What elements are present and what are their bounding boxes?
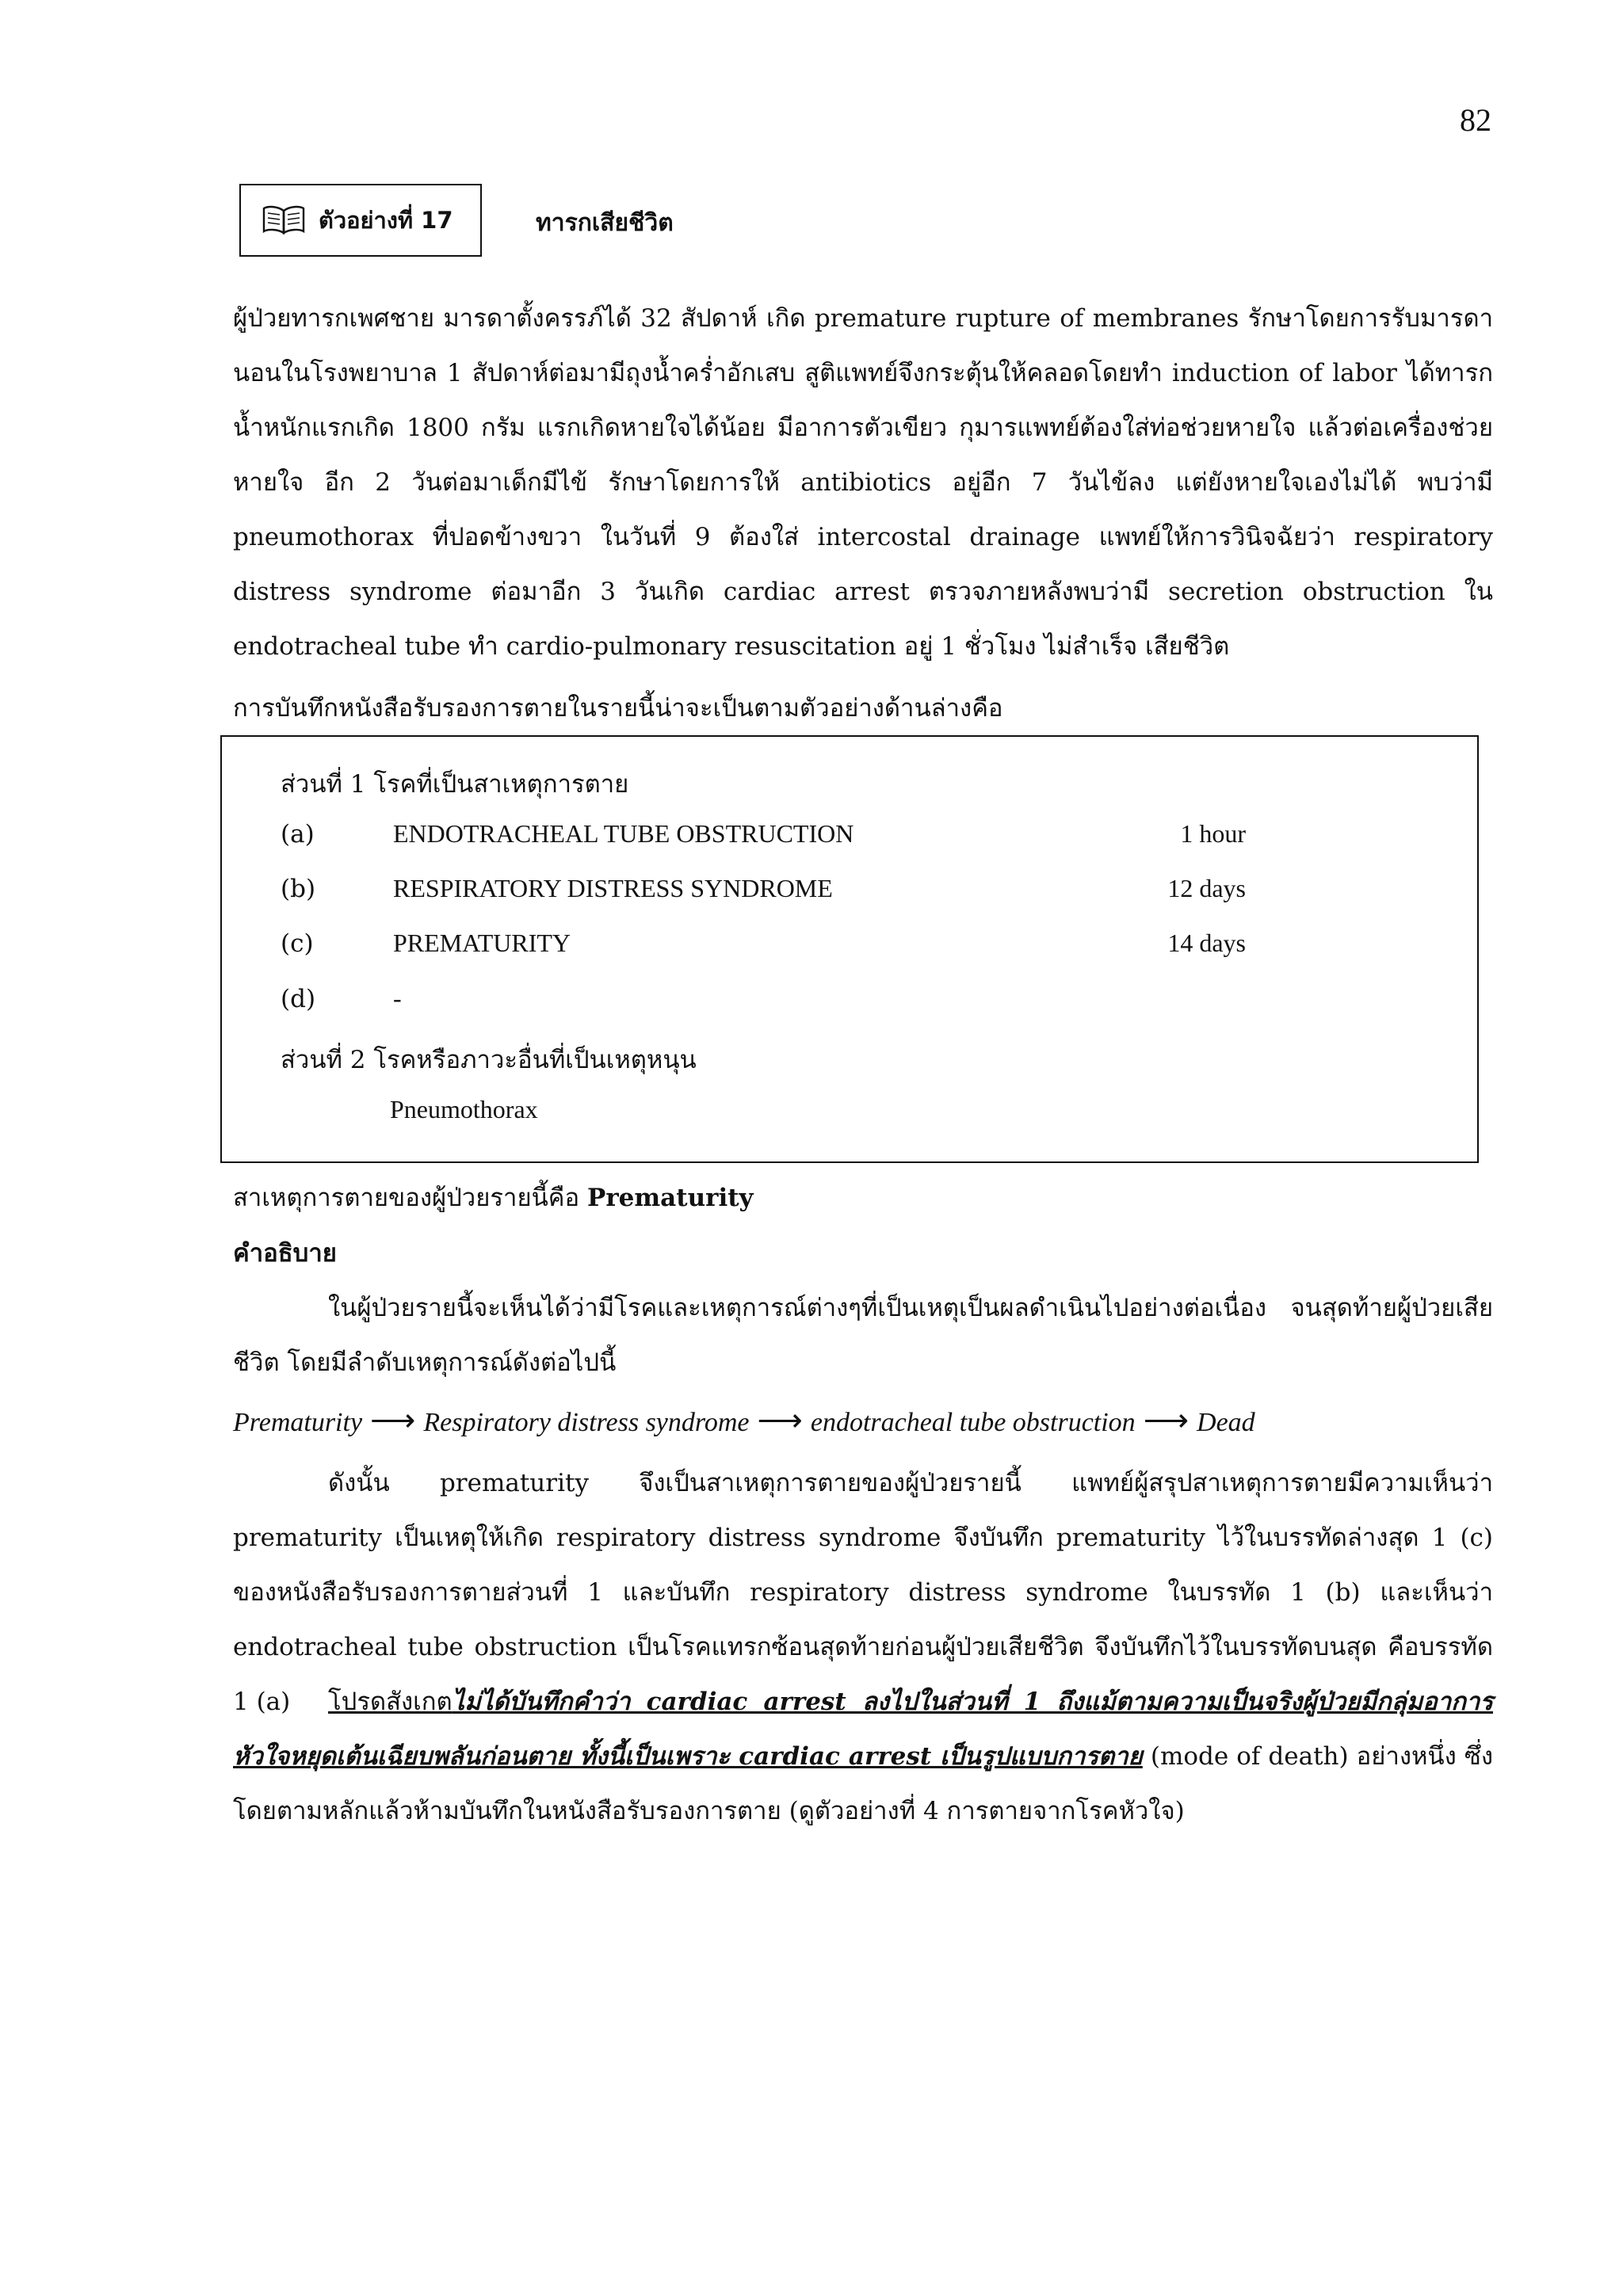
cause-line-interval: 1 hour xyxy=(1180,819,1246,848)
sequence-step: Respiratory distress syndrome xyxy=(423,1408,750,1437)
cause-line-letter: (d) xyxy=(281,985,316,1013)
cause-line-text: PREMATURITY xyxy=(393,929,571,957)
cause-line-text: - xyxy=(393,984,402,1013)
cause-summary-prefix: สาเหตุการตายของผู้ป่วยรายนี้คือ xyxy=(233,1184,588,1212)
cause-line-interval: 14 days xyxy=(1167,929,1246,957)
example-title: ทารกเสียชีวิต xyxy=(536,209,674,237)
cause-summary xyxy=(233,1171,1493,1226)
explanation-paragraph-1: ในผู้ป่วยรายนี้จะเห็นได้ว่ามีโรคและเหตุการณ์ต่างๆที่เป็นเหตุเป็นผลดำเนินไปอย่างต่อเนื่อง จนสุดท้ายผู้ป่วยเสียชีวิต โดยมีลำดับเหตุการณ์ดังต่อไปนี้ xyxy=(233,1294,1493,1377)
certificate-lead-in: การบันทึกหนังสือรับรองการตายในรายนี้น่าจะเป็นตามตัวอย่างด้านล่างคือ xyxy=(233,694,1003,723)
cause-line-letter: (b) xyxy=(281,875,316,903)
cause-line-text: RESPIRATORY DISTRESS SYNDROME xyxy=(393,874,833,902)
example-label-box xyxy=(239,184,482,257)
sequence-step: Dead xyxy=(1197,1408,1255,1437)
cause-line-text: ENDOTRACHEAL TUBE OBSTRUCTION xyxy=(393,819,854,848)
contributing-condition: Pneumothorax xyxy=(390,1095,538,1123)
note-emphasis: ไม่ได้บันทึกคำว่า cardiac arrest ลงไปในส่วนที่ 1 ถึงแม้ตามความเป็นจริงผู้ป่วยมีกลุ่มอาการหัวใจหยุดเต้นเฉียบพลันก่อนตาย ทั้งนี้เป็นเพราะ cardiac arrest เป็นรูปแบบการตาย xyxy=(233,1688,1493,1771)
example-label: ตัวอย่างที่ 17 xyxy=(319,207,453,234)
explanation-heading: คำอธิบาย xyxy=(233,1239,337,1268)
note-paragraph xyxy=(233,1675,1493,1839)
sequence-step: endotracheal tube obstruction xyxy=(810,1408,1136,1437)
death-certificate-box xyxy=(220,735,1479,1163)
cause-sequence xyxy=(233,1397,1255,1447)
explanation-paragraph-2: ดังนั้น prematurity จึงเป็นสาเหตุการตายของผู้ป่วยรายนี้ แพทย์ผู้สรุปสาเหตุการตายมีความเห็นว่า prematurity เป็นเหตุให้เกิด respiratory distress syndrome จึงบันทึก prematurity ไว้ในบรรทัดล่างสุด 1 (c) ของหนังสือรับรองการตายส่วนที่ 1 และบันทึก respiratory distress syndrome ในบรรทัด 1 (b) และเห็นว่า endotracheal tube obstruction เป็นโรคแทรกซ้อนสุดท้ายก่อนผู้ป่วยเสียชีวิต จึงบันทึกไว้ในบรรทัดบนสุด คือบรรทัด 1 (a) xyxy=(233,1469,1493,1716)
sequence-step: Prematurity xyxy=(233,1408,363,1437)
case-description: ผู้ป่วยทารกเพศชาย มารดาตั้งครรภ์ได้ 32 สัปดาห์ เกิด premature rupture of membranes รักษาโดยการรับมารดานอนในโรงพยาบาล 1 สัปดาห์ต่อมามีถุงน้ำคร่ำอักเสบ สูติแพทย์จึงกระตุ้นให้คลอดโดยทำ induction of labor ได้ทารกน้ำหนักแรกเกิด 1800 กรัม แรกเกิดหายใจได้น้อย มีอาการตัวเขียว กุมารแพทย์ต้องใส่ท่อช่วยหายใจ แล้วต่อเครื่องช่วยหายใจ อีก 2 วันต่อมาเด็กมีไข้ รักษาโดยการให้ antibiotics อยู่อีก 7 วันไข้ลง แต่ยังหายใจเองไม่ได้ พบว่ามี pneumothorax ที่ปอดข้างขวา ในวันที่ 9 ต้องใส่ intercostal drainage แพทย์ให้การวินิจฉัยว่า respiratory distress syndrome ต่อมาอีก 3 วันเกิด cardiac arrest ตรวจภายหลังพบว่ามี secretion obstruction ใน endotracheal tube ทำ cardio-pulmonary resuscitation อยู่ 1 ชั่วโมง ไม่สำเร็จ เสียชีวิต xyxy=(233,304,1493,661)
cause-line-letter: (a) xyxy=(281,820,315,849)
note-rest: (mode of death) อย่างหนึ่ง ซึ่งโดยตามหลักแล้วห้ามบันทึกในหนังสือรับรองการตาย (ดูตัวอย่างที่ 4 การตายจากโรคหัวใจ) xyxy=(233,1742,1493,1825)
cause-line-letter: (c) xyxy=(281,929,314,958)
certificate-part1-heading: ส่วนที่ 1 โรคที่เป็นสาเหตุการตาย xyxy=(281,770,629,799)
note-lead: โปรดสังเกต xyxy=(328,1688,453,1716)
cause-summary-cause: Prematurity xyxy=(587,1184,754,1212)
open-book-icon xyxy=(262,204,306,236)
arrow-right-icon: ⟶ xyxy=(370,1402,416,1438)
cause-line-interval: 12 days xyxy=(1167,874,1246,902)
certificate-part2-heading: ส่วนที่ 2 โรคหรือภาวะอื่นที่เป็นเหตุหนุน xyxy=(281,1046,697,1074)
page-number: 82 xyxy=(1460,102,1491,138)
arrow-right-icon: ⟶ xyxy=(757,1402,803,1438)
arrow-right-icon: ⟶ xyxy=(1143,1402,1190,1438)
